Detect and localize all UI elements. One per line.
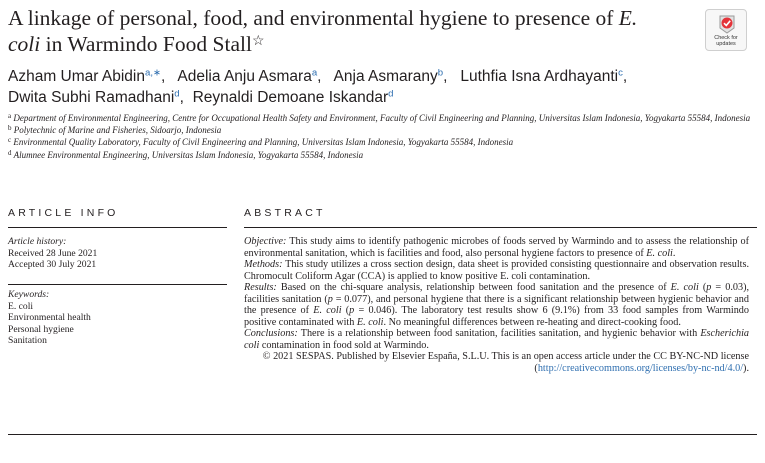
abstract-conclusions: Conclusions: There is a relationship between food sanitation, facilities sanitation, and hygienic behavior with Escherichia coli contamination in food sold at Warmindo. <box>244 328 749 351</box>
author-name[interactable]: Dwita Subhi Ramadhani$^d$ <box>8 88 180 106</box>
author-list: Azham Umar Abidin$^{a,∗}$, Adelia Anju Asmara$^a$, Anja Asmarany$^b$, Luthfia Isna Ardhayanti$^c$, Dwita Subhi Ramadhani$^d$, Reynaldi Demoane Iskandar$^d$ <box>8 67 628 106</box>
title-text-end: in Warmindo Food Stall <box>40 32 252 56</box>
affiliation-item: $^a$ Department of Environmental Engineering, Centre for Occupational Health Safety and Environment, Faculty of Civil Engineering and Planning, Universitas Islam Indonesia, Yogyakarta 55584, Indonesia <box>8 112 751 123</box>
author-name[interactable]: Anja Asmarany$^b$ <box>333 67 444 85</box>
author-name[interactable]: Reynaldi Demoane Iskandar$^d$ <box>192 88 394 106</box>
author-name[interactable]: Luthfia Isna Ardhayanti$^c$ <box>460 67 623 85</box>
affiliation-item: $^b$ Polytechnic of Marine and Fisheries, Sidoarjo, Indonesia <box>8 124 222 136</box>
keywords-divider <box>8 284 227 285</box>
accepted-date: Accepted 30 July 2021 <box>8 259 97 271</box>
affiliation-item: $^c$ Environmental Quality Laboratory, Faculty of Civil Engineering and Planning, Universitas Islam Indonesia, Yogyakarta 55584, Indonesia <box>8 136 514 148</box>
keywords-label: Keywords: <box>8 289 50 300</box>
bottom-divider <box>8 434 757 435</box>
article-history <box>8 236 228 271</box>
license-link[interactable]: http://creativecommons.org/licenses/by-nc-nd/4.0/ <box>537 362 744 374</box>
received-date: Received 28 June 2021 <box>8 247 98 259</box>
title-text: A linkage of personal, food, and environmental hygiene to presence of <box>8 6 614 30</box>
affiliation-item: $^d$ Alumnee Environmental Engineering, Universitas Islam Indonesia, Yogyakarta 55584, Indonesia <box>8 148 364 160</box>
abstract-methods: Methods: This study utilizes a cross section design, data sheet is provided consisting questionnaire and observation results. Chromocult Coliform Agar (CCA) is applied to know positive E. coli contamination. <box>244 259 749 282</box>
keyword-item: Personal hygiene <box>8 323 74 335</box>
title-footnote-star[interactable]: ☆ <box>251 34 265 49</box>
title-italic-organism: E. coli <box>8 6 638 56</box>
keyword-item: Environmental health <box>8 312 91 324</box>
copyright-notice: © 2021 SESPAS. Published by Elsevier España, S.L.U. This is an open access article under the CC BY-NC-ND license (http://creativecommons.org/licenses/by-nc-nd/4.0/). <box>262 351 749 374</box>
author-name[interactable]: Azham Umar Abidin$^{a,∗}$ <box>8 67 162 85</box>
abstract-divider <box>244 227 757 228</box>
check-for-updates-label: Check for updates <box>714 35 738 47</box>
keywords-list <box>8 289 228 347</box>
abstract-objective: Objective: This study aims to identify pathogenic microbes of foods served by Warmindo and to assess the relationship of environmental sanitation, which is facilities and food, also personal hygiene factors to presence of E. coli. <box>244 236 749 259</box>
abstract-results: Results: Based on the chi-square analysis, relationship between food sanitation and the presence of E. coli (p = 0.03), facilities sanitation (p = 0.077), and personal hygiene that there is a significant relationship between hygienic behavior and the presence of E. coli (p = 0.046). The laboratory test results show 6 (9.1%) from 33 food samples from Warmindo positive contaminated with E. coli. No meaningful differences between re-heating and direct-cooking food. <box>244 282 750 328</box>
crossmark-icon <box>717 13 737 35</box>
article-title <box>8 6 668 56</box>
article-info-divider <box>8 227 227 228</box>
check-for-updates-badge[interactable] <box>705 9 747 51</box>
author-name[interactable]: Adelia Anju Asmara$^a$ <box>177 67 318 85</box>
article-info-heading: ARTICLE INFO <box>8 207 119 219</box>
keyword-item: E. coli <box>8 300 34 312</box>
abstract-heading: ABSTRACT <box>244 207 326 219</box>
keyword-item: Sanitation <box>8 335 47 347</box>
history-label: Article history: <box>8 236 67 247</box>
affiliations <box>8 112 758 161</box>
abstract-body <box>244 236 749 374</box>
